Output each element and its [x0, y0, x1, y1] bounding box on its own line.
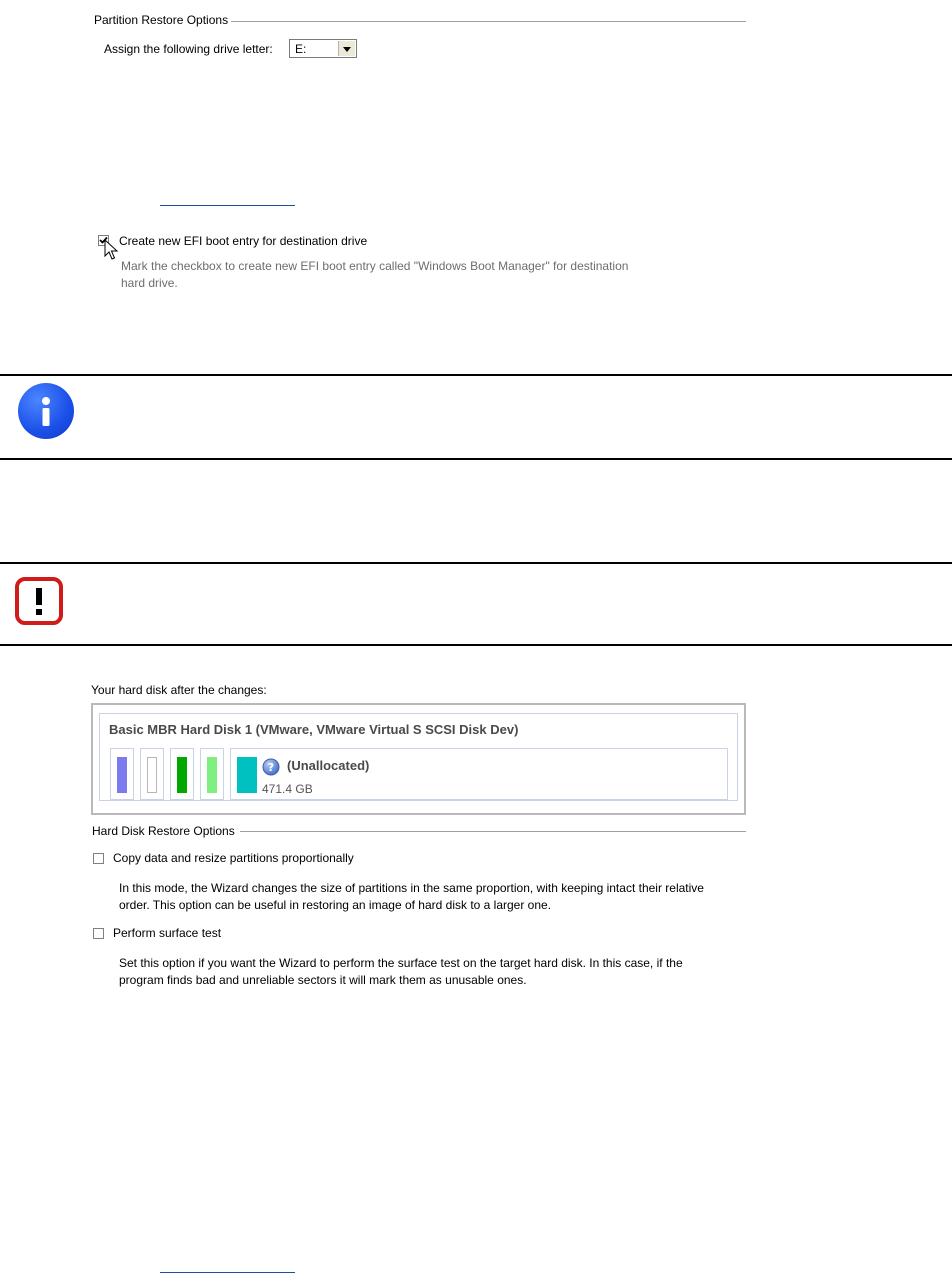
- partition-restore-options-title: Partition Restore Options: [94, 13, 231, 27]
- info-glyph: [18, 383, 74, 439]
- partition-1-bar: [117, 757, 127, 793]
- disk-title: Basic MBR Hard Disk 1 (VMware, VMware Virtual S SCSI Disk Dev): [109, 722, 519, 737]
- partition-2-bar: [147, 757, 157, 793]
- chevron-down-icon[interactable]: [338, 41, 355, 56]
- partition-3-bar: [177, 757, 187, 793]
- drive-letter-label: Assign the following drive letter:: [104, 42, 273, 56]
- info-band-bottom-border: [0, 458, 952, 460]
- info-band-top-border: [0, 374, 952, 376]
- exclamation-glyph: [19, 581, 59, 621]
- partition-2[interactable]: [140, 748, 164, 800]
- partition-4-bar: [207, 757, 217, 793]
- partition-4[interactable]: [200, 748, 224, 800]
- unallocated-size: 471.4 GB: [262, 782, 313, 796]
- unallocated-label: (Unallocated): [287, 758, 370, 773]
- efi-description-line1: Mark the checkbox to create new EFI boot entry called "Windows Boot Manager" for destination: [121, 259, 629, 273]
- info-icon: [18, 383, 74, 439]
- link-underline: [160, 205, 295, 206]
- warning-icon: [15, 577, 63, 625]
- surface-test-label: Perform surface test: [113, 926, 222, 940]
- svg-text:?: ?: [267, 761, 275, 774]
- unallocated-bar: [237, 757, 257, 793]
- group-divider: [240, 831, 746, 832]
- disk-view-header: Your hard disk after the changes:: [91, 683, 267, 697]
- hard-disk-restore-options-title: Hard Disk Restore Options: [92, 824, 238, 838]
- copy-resize-desc-line2: order. This option can be useful in restoring an image of hard disk to a larger one.: [119, 898, 552, 912]
- drive-letter-value: E:: [295, 42, 307, 56]
- copy-resize-label: Copy data and resize partitions proportionally: [113, 851, 354, 865]
- warning-band-bottom-border: [0, 644, 952, 646]
- link-underline: [160, 1272, 295, 1273]
- disk-card[interactable]: [99, 713, 738, 801]
- surface-test-checkbox[interactable]: [93, 928, 104, 939]
- disk-map-panel: [91, 703, 746, 815]
- partition-3[interactable]: [170, 748, 194, 800]
- copy-resize-desc-line1: In this mode, the Wizard changes the size of partitions in the same proportion, with keeping intact their relative: [119, 881, 704, 895]
- partition-1[interactable]: [110, 748, 134, 800]
- surface-test-desc-line1: Set this option if you want the Wizard to perform the surface test on the target hard disk. In this case, if the: [119, 956, 683, 970]
- surface-test-desc-line2: program finds bad and unreliable sectors it will mark them as unusable ones.: [119, 973, 527, 987]
- warning-band-top-border: [0, 562, 952, 564]
- copy-resize-checkbox[interactable]: [93, 853, 104, 864]
- efi-description-line2: hard drive.: [121, 276, 178, 290]
- unallocated-partition[interactable]: [230, 748, 728, 800]
- drive-letter-select[interactable]: [289, 39, 357, 58]
- efi-checkbox-label: Create new EFI boot entry for destination drive: [119, 234, 368, 248]
- group-divider: [230, 21, 746, 22]
- question-icon: [262, 758, 280, 776]
- mouse-cursor-icon: [104, 239, 120, 263]
